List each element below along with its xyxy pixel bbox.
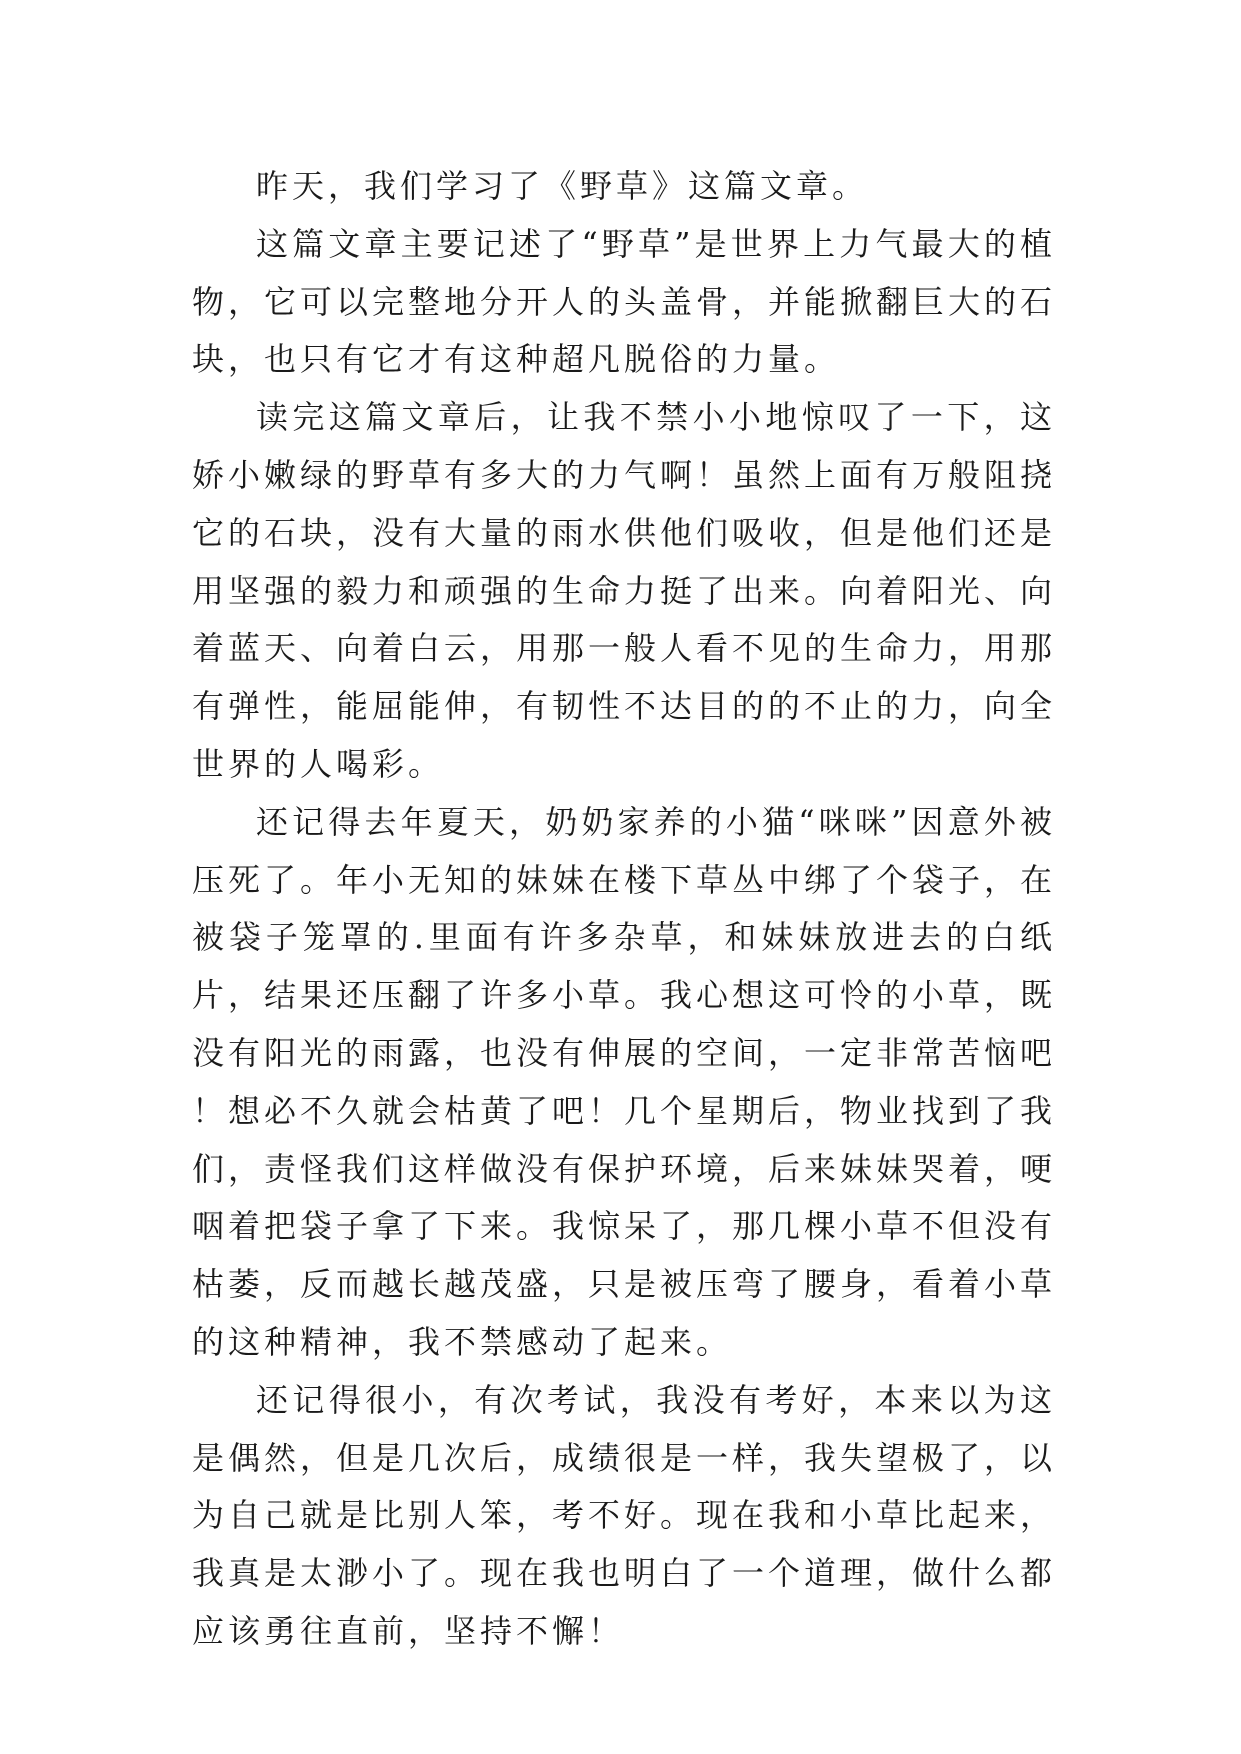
- paragraph-3: 读完这篇文章后，让我不禁小小地惊叹了一下，这娇小嫩绿的野草有多大的力气啊！虽然上面有万般阻挠它的石块，没有大量的雨水供他们吸收，但是他们还是用坚强的毅力和顽强的生命力挺了出来。向着阳光、向着蓝天、向着白云，用那一般人看不见的生命力，用那有弹性，能屈能伸，有韧性不达目的的不止的力，向全世界的人喝彩。: [192, 398, 1057, 783]
- paragraph-4: 还记得去年夏天，奶奶家养的小猫“咪咪”因意外被压死了。年小无知的妹妹在楼下草丛中绑了个袋子，在被袋子笼罩的.里面有许多杂草，和妹妹放进去的白纸片，结果还压翻了许多小草。我心想这可怜的小草，既没有阳光的雨露，也没有伸展的空间，一定非常苦恼吧！想必不久就会枯黄了吧！几个星期后，物业找到了我们，责怪我们这样做没有保护环境，后来妹妹哭着，哽咽着把袋子拿了下来。我惊呆了，那几棵小草不但没有枯萎，反而越长越茂盛，只是被压弯了腰身，看着小草的这种精神，我不禁感动了起来。: [192, 802, 1057, 1361]
- paragraph-5: 还记得很小，有次考试，我没有考好，本来以为这是偶然，但是几次后，成绩很是一样，我失望极了，以为自己就是比别人笨，考不好。现在我和小草比起来，我真是太渺小了。现在我也明白了一个道理，做什么都应该勇往直前，坚持不懈！: [192, 1380, 1057, 1650]
- paragraph-2: 这篇文章主要记述了“野草”是世界上力气最大的植物，它可以完整地分开人的头盖骨，并能掀翻巨大的石块，也只有它才有这种超凡脱俗的力量。: [192, 224, 1057, 379]
- essay-body: [192, 158, 1056, 1661]
- paragraph-1: 昨天，我们学习了《野草》这篇文章。: [256, 167, 869, 205]
